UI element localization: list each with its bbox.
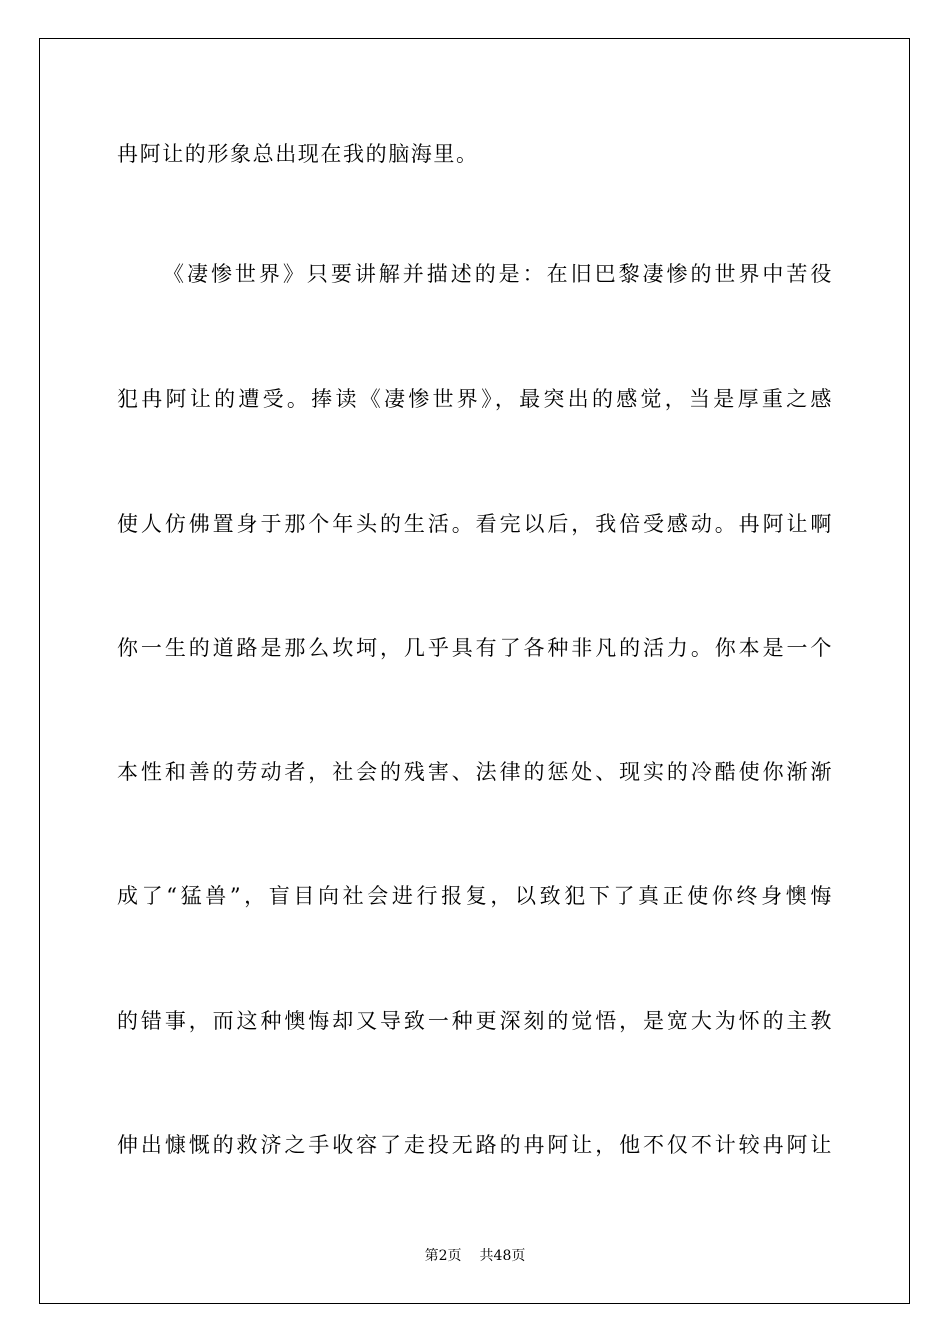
text-line-7: 成了“猛兽”，盲目向社会进行报复，以致犯下了真正使你终身懊悔 <box>117 884 833 908</box>
total-pages: 共48页 <box>479 1248 526 1264</box>
text-line-8: 的错事，而这种懊悔却又导致一种更深刻的觉悟，是宽大为怀的主教 <box>117 1009 833 1033</box>
page-number: 第2页 <box>424 1248 462 1264</box>
text-line-1: 冉阿让的形象总出现在我的脑海里。 <box>117 142 479 166</box>
text-line-5: 你一生的道路是那么坎坷，几乎具有了各种非凡的活力。你本是一个 <box>117 636 833 660</box>
text-line-2: 《凄惨世界》只要讲解并描述的是：在旧巴黎凄惨的世界中苦役 <box>163 262 833 286</box>
text-line-9: 伸出慷慨的救济之手收容了走投无路的冉阿让，他不仅不计较冉阿让 <box>117 1133 833 1157</box>
page-border <box>39 38 910 1304</box>
text-line-6: 本性和善的劳动者，社会的残害、法律的惩处、现实的冷酷使你渐渐 <box>117 760 833 784</box>
page-footer <box>0 1247 950 1265</box>
text-line-3: 犯冉阿让的遭受。捧读《凄惨世界》，最突出的感觉，当是厚重之感 <box>117 387 833 411</box>
text-line-4: 使人仿佛置身于那个年头的生活。看完以后，我倍受感动。冉阿让啊 <box>117 512 833 536</box>
